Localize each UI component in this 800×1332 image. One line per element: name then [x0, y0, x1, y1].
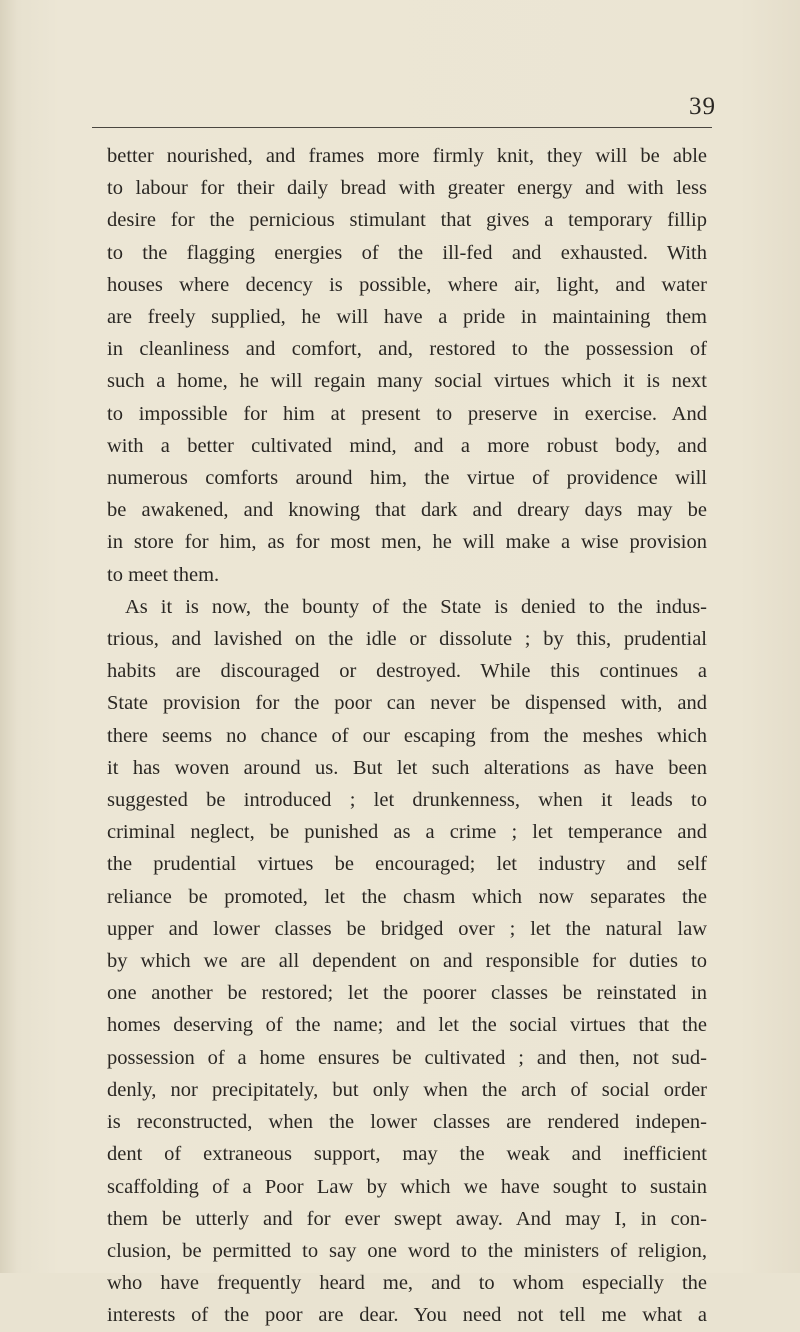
text-line: homes deserving of the name; and let the social virtues that the [107, 1014, 707, 1037]
text-line: better nourished, and frames more firmly knit, they will be able [107, 145, 707, 167]
text-line: to labour for their daily bread with greater energy and with less [107, 177, 707, 200]
text-line: As it is now, the bounty of the State is denied to the indus- [125, 595, 707, 618]
text-line: interests of the poor are dear. You need not tell me what a [107, 1304, 707, 1327]
text-line: scaffolding of a Poor Law by which we have sought to sustain [107, 1175, 707, 1198]
text-line: dent of extraneous support, may the weak and inefficient [107, 1143, 707, 1166]
text-line: there seems no chance of our escaping from the meshes which [107, 724, 707, 747]
text-line: desire for the pernicious stimulant that gives a temporary fillip [107, 209, 707, 232]
text-line: numerous comforts around him, the virtue of providence will [107, 467, 707, 490]
text-line: houses where decency is possible, where air, light, and water [107, 273, 707, 296]
header-rule [92, 127, 712, 128]
text-line: reliance be promoted, let the chasm which now separates the [107, 885, 707, 908]
text-line: are freely supplied, he will have a pride in maintaining them [107, 306, 707, 329]
text-line: upper and lower classes be bridged over ; let the natural law [107, 917, 707, 940]
body-text [107, 140, 707, 1332]
text-line: suggested be introduced ; let drunkenness, when it leads to [107, 789, 707, 812]
text-line: in cleanliness and comfort, and, restored to the possession of [107, 338, 707, 361]
text-line: to meet them. [107, 563, 220, 586]
text-line: possession of a home ensures be cultivated ; and then, not sud- [107, 1046, 707, 1069]
text-line: with a better cultivated mind, and a more robust body, and [107, 434, 707, 457]
text-line: clusion, be permitted to say one word to the ministers of religion, [107, 1239, 707, 1262]
text-line: trious, and lavished on the idle or dissolute ; by this, prudential [107, 628, 707, 651]
text-line: by which we are all dependent on and responsible for duties to [107, 950, 707, 973]
page-number: 39 [689, 93, 716, 120]
text-line: the prudential virtues be encouraged; let industry and self [107, 853, 707, 876]
text-line: who have frequently heard me, and to whom especially the [107, 1272, 707, 1295]
text-line: denly, nor precipitately, but only when the arch of social order [107, 1078, 707, 1101]
text-line: such a home, he will regain many social virtues which it is next [107, 370, 707, 393]
text-line: to impossible for him at present to preserve in exercise. And [107, 402, 707, 425]
text-line: it has woven around us. But let such alterations as have been [107, 756, 707, 779]
text-line: them be utterly and for ever swept away. And may I, in con- [107, 1207, 707, 1230]
text-line: in store for him, as for most men, he will make a wise provision [107, 531, 707, 554]
text-line: habits are discouraged or destroyed. While this continues a [107, 660, 707, 683]
text-line: to the flagging energies of the ill-fed and exhausted. With [107, 241, 707, 264]
text-line: be awakened, and knowing that dark and dreary days may be [107, 499, 707, 522]
text-line: criminal neglect, be punished as a crime ; let temperance and [107, 821, 707, 844]
text-line: one another be restored; let the poorer classes be reinstated in [107, 982, 707, 1005]
text-line: State provision for the poor can never be dispensed with, and [107, 692, 707, 715]
text-line: is reconstructed, when the lower classes are rendered indepen- [107, 1111, 707, 1134]
